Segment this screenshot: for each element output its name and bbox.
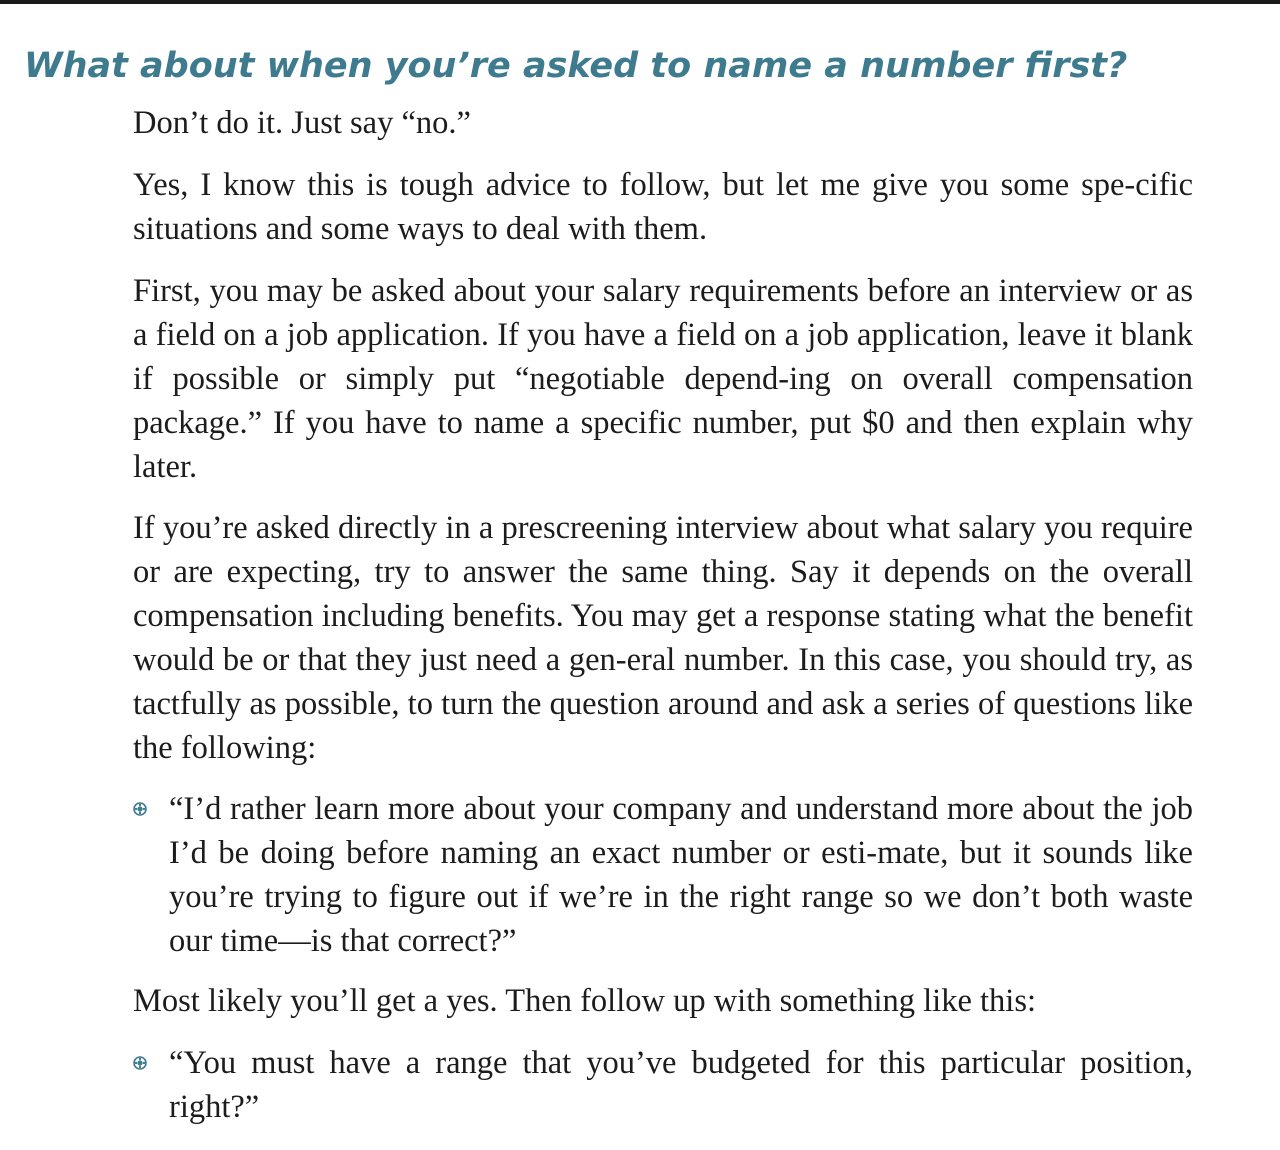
section-heading: What about when you’re asked to name a number first? (24, 46, 1128, 86)
bullet-text: “I’d rather learn more about your company and understand more about the job I’d be doing before naming an exact number or esti-mate, but it sounds like you’re trying to figure out if we’re in the right range so we don’t both waste our time—is that correct?” (169, 791, 1193, 959)
bullet-item-2 (133, 1041, 1193, 1129)
paragraph-followup: Most likely you’ll get a yes. Then follow up with something like this: (133, 983, 1037, 1019)
paragraph-3: First, you may be asked about your salary requirements before an interview or as a field on a job application. If you have a field on a job application, leave it blank if possible or simply put “negotiable depend-ing on overall compensation package.” If you have to name a specific number, put $0 and then explain why later. (133, 273, 1193, 485)
bullet-item-1 (133, 787, 1193, 963)
bullet-flower-icon (133, 1056, 147, 1070)
bullet-text: “You must have a range that you’ve budgeted for this particular position, right?” (169, 1045, 1193, 1125)
paragraph-2: Yes, I know this is tough advice to follow, but let me give you some spe-cific situations and some ways to deal with them. (133, 167, 1193, 247)
paragraph-4: If you’re asked directly in a prescreening interview about what salary you require or are expecting, try to answer the same thing. Say it depends on the overall compensation including benefits. You may get a response stating what the benefit would be or that they just need a gen-eral number. In this case, you should try, as tactfully as possible, to turn the question around and ask a series of questions like the following: (133, 510, 1193, 766)
top-rule (0, 0, 1280, 4)
bullet-flower-icon (133, 802, 147, 816)
paragraph-1: Don’t do it. Just say “no.” (133, 105, 471, 141)
